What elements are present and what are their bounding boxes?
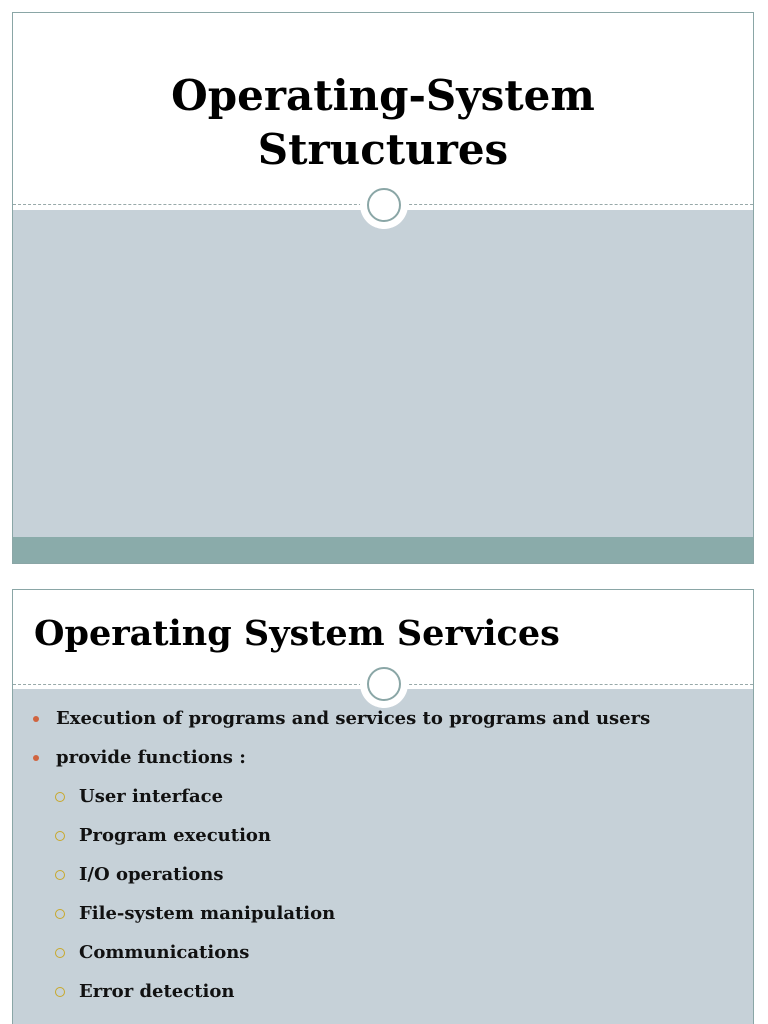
list-item (13, 786, 753, 808)
list-item (13, 747, 753, 769)
bullet-ring-icon (55, 909, 65, 919)
sub-bullet-text: User interface (79, 786, 224, 807)
list-item (13, 825, 753, 847)
title-line-1: Operating-System (171, 71, 595, 120)
bullet-list (13, 708, 753, 1003)
circle-ornament-icon (360, 660, 408, 708)
bullet-ring-icon (55, 792, 65, 802)
slide-title (12, 12, 754, 564)
list-item (13, 708, 753, 730)
sub-bullet-text: Communications (79, 942, 250, 963)
list-item (13, 981, 753, 1003)
title-line-2: Structures (257, 125, 509, 174)
bullet-ring-icon (55, 831, 65, 841)
bullet-dot-icon (33, 755, 39, 761)
sub-bullet-text: Error detection (79, 981, 235, 1002)
bullet-text: provide functions : (56, 747, 246, 768)
circle-ornament-icon (360, 181, 408, 229)
bullet-ring-icon (55, 987, 65, 997)
sub-bullet-text: I/O operations (79, 864, 224, 885)
slide-services (12, 589, 754, 1024)
list-item (13, 942, 753, 964)
slide-heading: Operating System Services (34, 613, 560, 654)
list-item (13, 903, 753, 925)
bullet-ring-icon (55, 948, 65, 958)
sub-bullet-text: Program execution (79, 825, 271, 846)
slide-title-text (13, 69, 753, 177)
sub-bullet-text: File-system manipulation (79, 903, 336, 924)
bullet-text: Execution of programs and services to programs and users (56, 708, 651, 729)
slide-body (13, 210, 753, 537)
bullet-dot-icon (33, 716, 39, 722)
list-item (13, 864, 753, 886)
bullet-ring-icon (55, 870, 65, 880)
footer-band (13, 537, 753, 563)
